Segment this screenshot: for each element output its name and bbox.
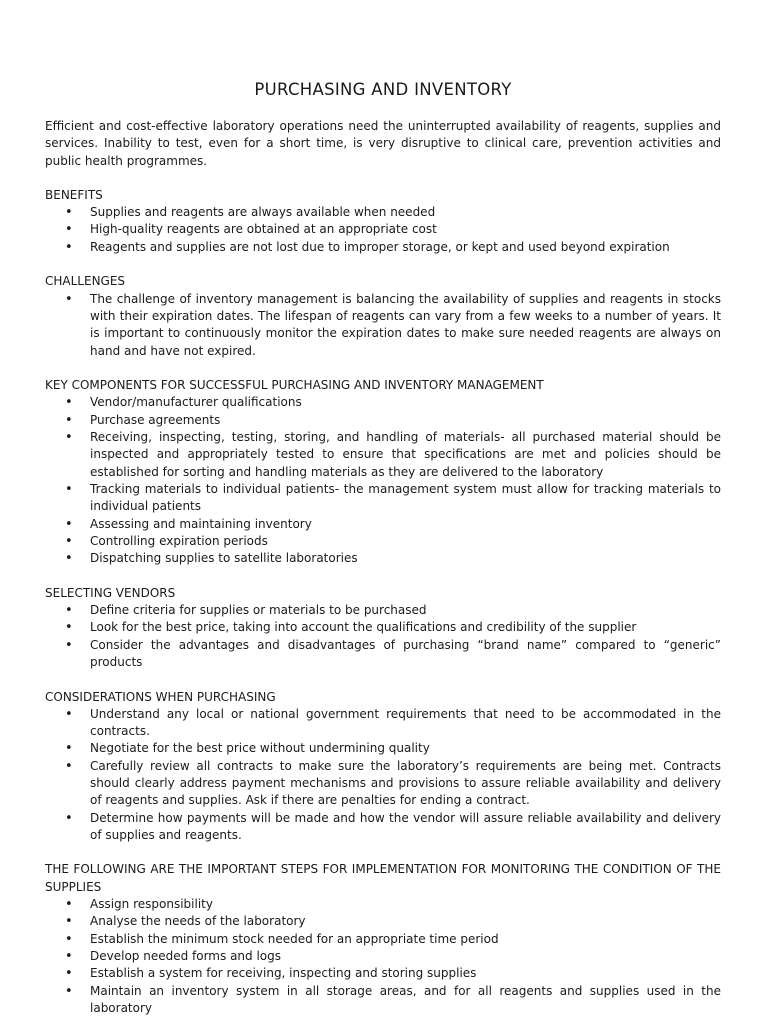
list-item	[45, 637, 721, 672]
bullet-icon: •	[65, 931, 73, 947]
list-item-text: Establish the minimum stock needed for an appropriate time period	[90, 931, 499, 946]
bullet-icon: •	[65, 603, 73, 619]
list-item-text: Negotiate for the best price without undermining quality	[90, 741, 430, 756]
list-item	[45, 429, 721, 481]
list-item-text: Analyse the needs of the laboratory	[90, 914, 306, 929]
section-challenges	[45, 273, 721, 359]
bullet-list	[45, 706, 721, 844]
bullet-icon: •	[65, 914, 73, 930]
document-body	[45, 80, 721, 1034]
section-heading: CHALLENGES	[45, 274, 126, 289]
list-item-text: The challenge of inventory management is balancing the availability of supplies and reagents in stocks with their expiration dates. The lifespan of reagents can vary from a few weeks to a number of years. It is important to continuously monitor the expiration dates to make sure needed reagents are always on hand and have not expired.	[90, 291, 721, 358]
bullet-icon: •	[65, 741, 73, 757]
list-item	[45, 810, 721, 845]
section-heading: BENEFITS	[45, 187, 103, 202]
section-heading: THE FOLLOWING ARE THE IMPORTANT STEPS FOR IMPLEMENTATION FOR MONITORING THE CONDITION OF THE SUPPLIES	[45, 862, 721, 894]
list-item	[45, 239, 721, 256]
bullet-icon: •	[65, 222, 73, 238]
list-item-text: Look for the best price, taking into account the qualifications and credibility of the supplier	[90, 620, 637, 635]
list-item-text: Develop needed forms and logs	[90, 948, 281, 963]
bullet-icon: •	[65, 983, 73, 999]
bullet-list	[45, 394, 721, 567]
list-item	[45, 983, 721, 1018]
bullet-icon: •	[65, 551, 73, 567]
document-title: PURCHASING AND INVENTORY	[254, 80, 512, 99]
section-selecting-vendors	[45, 585, 721, 671]
bullet-icon: •	[65, 948, 73, 964]
bullet-icon: •	[65, 430, 73, 446]
bullet-icon: •	[65, 481, 73, 497]
list-item	[45, 948, 721, 965]
list-item	[45, 221, 721, 238]
list-item	[45, 533, 721, 550]
intro-paragraph: Efficient and cost-effective laboratory operations need the uninterrupted availability of reagents, supplies and services. Inability to test, even for a short time, is very disruptive to clinical care, prevention activities and public health programmes.	[45, 119, 721, 168]
bullet-list	[45, 291, 721, 360]
bullet-icon: •	[65, 758, 73, 774]
bullet-list	[45, 602, 721, 671]
bullet-list	[45, 204, 721, 256]
list-item-text: High-quality reagents are obtained at an appropriate cost	[90, 222, 437, 237]
list-item	[45, 931, 721, 948]
section-considerations-when-purchasing	[45, 689, 721, 845]
section-heading: CONSIDERATIONS WHEN PURCHASING	[45, 689, 276, 704]
bullet-icon: •	[65, 966, 73, 982]
bullet-icon: •	[65, 412, 73, 428]
bullet-icon: •	[65, 620, 73, 636]
list-item-text: Determine how payments will be made and how the vendor will assure reliable availability and delivery of supplies and reagents.	[90, 810, 721, 842]
bullet-list	[45, 896, 721, 1017]
list-item	[45, 394, 721, 411]
bullet-icon: •	[65, 897, 73, 913]
list-item-text: Receiving, inspecting, testing, storing, and handling of materials- all purchased material should be inspected and appropriately tested to ensure that specifications are met and policies should be established for sorting and handling materials as they are delivered to the laboratory	[90, 430, 721, 479]
bullet-icon: •	[65, 810, 73, 826]
list-item	[45, 740, 721, 757]
list-item-text: Tracking materials to individual patients- the management system must allow for tracking materials to individual patients	[90, 481, 721, 514]
list-item-text: Purchase agreements	[90, 412, 221, 427]
list-item	[45, 481, 721, 516]
section-heading: KEY COMPONENTS FOR SUCCESSFUL PURCHASING AND INVENTORY MANAGEMENT	[45, 378, 544, 393]
list-item-text: Define criteria for supplies or materials to be purchased	[90, 603, 427, 618]
list-item	[45, 706, 721, 741]
list-item	[45, 913, 721, 930]
list-item-text: Establish a system for receiving, inspecting and storing supplies	[90, 966, 477, 981]
list-item-text: Dispatching supplies to satellite laboratories	[90, 551, 358, 566]
list-item	[45, 602, 721, 619]
list-item-text: Understand any local or national government requirements that need to be accommodated in the contracts.	[90, 706, 721, 739]
list-item-text: Vendor/manufacturer qualifications	[90, 395, 302, 410]
bullet-icon: •	[65, 516, 73, 532]
list-item	[45, 550, 721, 567]
list-item-text: Supplies and reagents are always available when needed	[90, 205, 436, 220]
section-the-following-are	[45, 861, 721, 1017]
list-item	[45, 965, 721, 982]
bullet-icon: •	[65, 637, 73, 653]
list-item	[45, 204, 721, 221]
list-item-text: Consider the advantages and disadvantages of purchasing “brand name” compared to “generic” products	[90, 637, 721, 669]
list-item	[45, 758, 721, 810]
bullet-icon: •	[65, 706, 73, 722]
section-benefits	[45, 187, 721, 256]
section-heading: SELECTING VENDORS	[45, 585, 176, 600]
bullet-icon: •	[65, 395, 73, 411]
bullet-icon: •	[65, 239, 73, 255]
sections-container	[45, 187, 721, 1017]
list-item	[45, 896, 721, 913]
list-item-text: Reagents and supplies are not lost due to improper storage, or kept and used beyond expiration	[90, 239, 670, 254]
list-item-text: Assessing and maintaining inventory	[90, 516, 312, 531]
list-item-text: Maintain an inventory system in all storage areas, and for all reagents and supplies used in the laboratory	[90, 983, 721, 1015]
list-item-text: Carefully review all contracts to make sure the laboratory’s requirements are being met. Contracts should clearly address payment mechanisms and provisions to assure reliable availability and delivery of reagents and supplies. Ask if there are penalties for ending a contract.	[90, 758, 721, 808]
list-item	[45, 291, 721, 360]
bullet-icon: •	[65, 205, 73, 221]
bullet-icon: •	[65, 533, 73, 549]
list-item	[45, 516, 721, 533]
bullet-icon: •	[65, 291, 73, 307]
list-item	[45, 619, 721, 636]
list-item-text: Assign responsibility	[90, 897, 213, 912]
list-item-text: Controlling expiration periods	[90, 533, 268, 548]
list-item	[45, 412, 721, 429]
section-key-components-for	[45, 377, 721, 567]
